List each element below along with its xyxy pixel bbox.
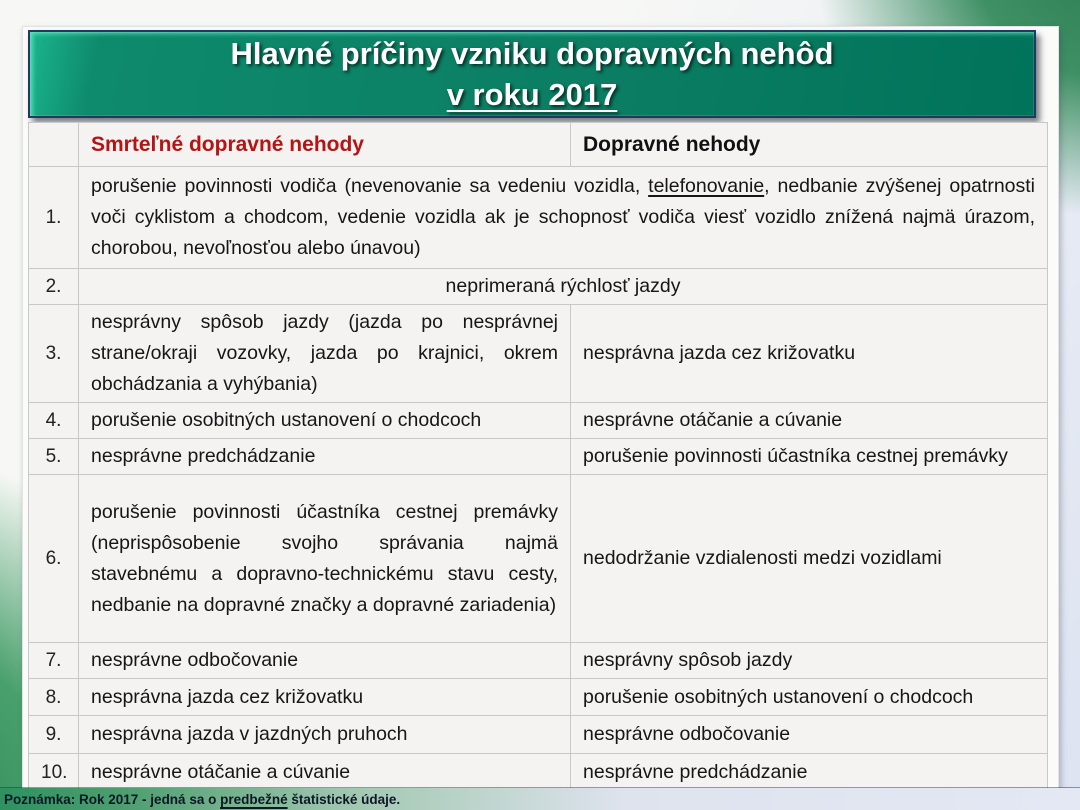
cell-accident-cause: porušenie povinnosti účastníka cestnej premávky [571,439,1048,475]
cell-fatal-cause: nesprávna jazda cez križovatku [79,679,571,716]
footnote-underlined: predbežné [220,791,288,807]
row-number: 6. [29,475,79,643]
cell-accident-cause: nedodržanie vzdialenosti medzi vozidlami [571,475,1048,643]
cell-fatal-cause: nesprávny spôsob jazdy (jazda po nesprávnej strane/okraji vozovky, jazda po krajnici, okrem obchádzania a vyhýbania) [79,305,571,403]
footnote-bar [0,788,1080,810]
footnote-text [0,792,400,807]
footnote-before: Poznámka: Rok 2017 - jedná sa o [4,791,221,807]
cell-fatal-cause: nesprávne predchádzanie [79,439,571,475]
table-header-row [29,123,1048,167]
cell-span-cause: neprimeraná rýchlosť jazdy [79,269,1048,305]
cell-accident-cause: nesprávne odbočovanie [571,716,1048,754]
cell-accident-cause: nesprávne predchádzanie [571,754,1048,792]
cell-fatal-cause: nesprávne odbočovanie [79,643,571,679]
cause-text-before: porušenie povinnosti vodiča (nevenovanie sa vedeniu vozidla, [91,175,649,197]
slide-title-line2: v roku 2017 [446,77,618,112]
cause-text-underlined: telefonovanie [648,175,765,197]
row-number: 9. [29,716,79,754]
table-row-7 [29,643,1048,679]
title-banner [28,30,1036,118]
causes-table [28,122,1048,792]
table-row-8 [29,679,1048,716]
row-number: 10. [29,754,79,792]
cell-fatal-cause: porušenie povinnosti účastníka cestnej premávky (neprispôsobenie svojho správania najmä stavebnému a dopravno-technickému stavu cesty, nedbanie na dopravné značky a dopravné zariadenia) [79,475,571,643]
table-row-1 [29,167,1048,269]
cell-fatal-cause: nesprávna jazda v jazdných pruhoch [79,716,571,754]
table-row-9 [29,716,1048,754]
row-number: 3. [29,305,79,403]
table-row-4 [29,403,1048,439]
cell-accident-cause: nesprávna jazda cez križovatku [571,305,1048,403]
row-number: 2. [29,269,79,305]
row-number: 8. [29,679,79,716]
cell-fatal-cause: porušenie osobitných ustanovení o chodcoch [79,403,571,439]
table-row-3 [29,305,1048,403]
table-row-2 [29,269,1048,305]
cell-accident-cause: porušenie osobitných ustanovení o chodcoch [571,679,1048,716]
row-number: 4. [29,403,79,439]
row-number: 1. [29,167,79,269]
cell-accident-cause: nesprávne otáčanie a cúvanie [571,403,1048,439]
row-number: 5. [29,439,79,475]
header-fatal-accidents: Smrteľné dopravné nehody [79,123,571,167]
cause-text-after: , nedbanie zvýšenej opatrnosti voči cyklistom a chodcom, vedenie vozidla ak je schopnosť vodiča viesť vozidlo znížená najmä úrazom, chorobou, nevoľnosťou alebo únavou) [91,175,1036,259]
table-row-5 [29,439,1048,475]
slide-title-line1: Hlavné príčiny vzniku dopravných nehôd [230,36,834,71]
cell-accident-cause: nesprávny spôsob jazdy [571,643,1048,679]
header-number-cell [29,123,79,167]
footnote-after: štatistické údaje. [287,791,401,807]
table-row-6 [29,475,1048,643]
cell-span-cause [79,167,1048,269]
header-accidents: Dopravné nehody [571,123,1048,167]
table-row-10 [29,754,1048,792]
row-number: 7. [29,643,79,679]
cell-fatal-cause: nesprávne otáčanie a cúvanie [79,754,571,792]
